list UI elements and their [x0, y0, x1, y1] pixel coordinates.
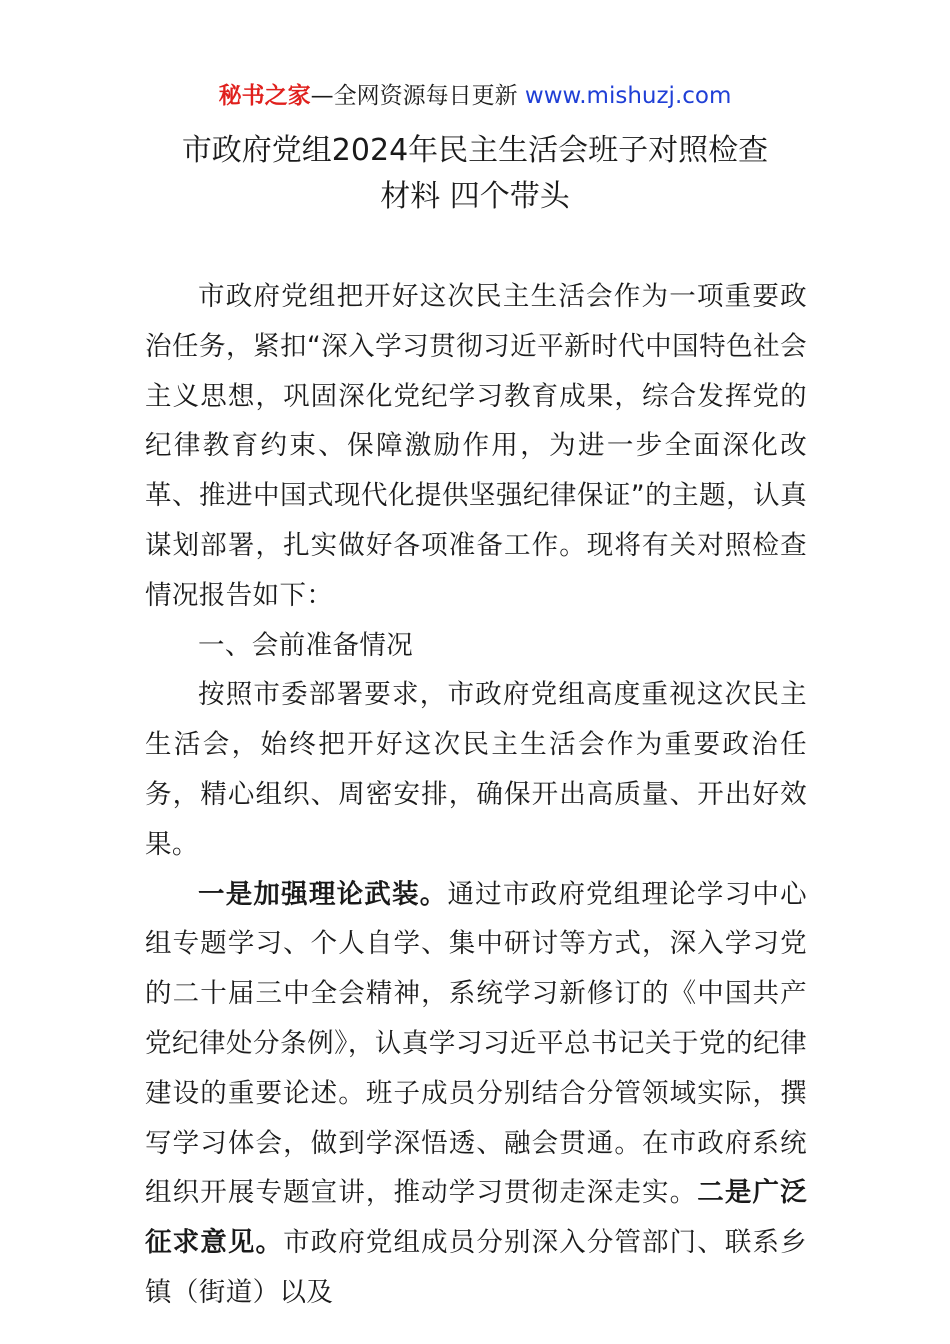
measures-paragraph: [145, 870, 807, 1318]
site-url-link[interactable]: www.mishuzj.com: [524, 83, 732, 109]
measure-1-text: 通过市政府党组理论学习中心组专题学习、个人自学、集中研讨等方式，深入学习党的二十届三中全会精神，系统学习新修订的《中国共产党纪律处分条例》，认真学习习近平总书记关于党的纪律建设的重要论述。班子成员分别结合分管领域实际，撰写学习体会，做到学深悟透、融会贯通。在市政府系统组织开展专题宣讲，推动学习贯彻走深走实。: [145, 878, 807, 1209]
site-header: [0, 80, 950, 112]
title-line-2: 材料 四个带头: [380, 179, 570, 214]
document-title: [0, 128, 950, 220]
measure-2-heading: 二是广泛征求意见。: [145, 1177, 808, 1259]
brand-name: 秘书之家: [218, 83, 311, 109]
section-heading: 一、会前准备情况: [198, 629, 414, 661]
header-separator: —: [310, 83, 334, 109]
header-tagline: 全网资源每日更新: [333, 83, 518, 109]
measure-1-heading: 一是加强理论武装。: [198, 878, 448, 910]
measure-2-text: 市政府党组成员分别深入分管部门、联系乡镇（街道）以及: [145, 1227, 808, 1308]
document-body: [145, 272, 807, 1318]
title-line-1: 市政府党组2024年民主生活会班子对照检查: [181, 133, 769, 168]
intro-paragraph: 市政府党组把开好这次民主生活会作为一项重要政治任务，紧扣“深入学习贯彻习近平新时代中国特色社会主义思想，巩固深化党纪学习教育成果，综合发挥党的纪律教育约束、保障激励作用，为进一步全面深化改革、推进中国式现代化提供坚强纪律保证”的主题，认真谋划部署，扎实做好各项准备工作。现将有关对照检查情况报告如下：: [145, 281, 807, 611]
preparation-paragraph: 按照市委部署要求，市政府党组高度重视这次民主生活会，始终把开好这次民主生活会作为重要政治任务，精心组织、周密安排，确保开出高质量、开出好效果。: [145, 679, 807, 860]
